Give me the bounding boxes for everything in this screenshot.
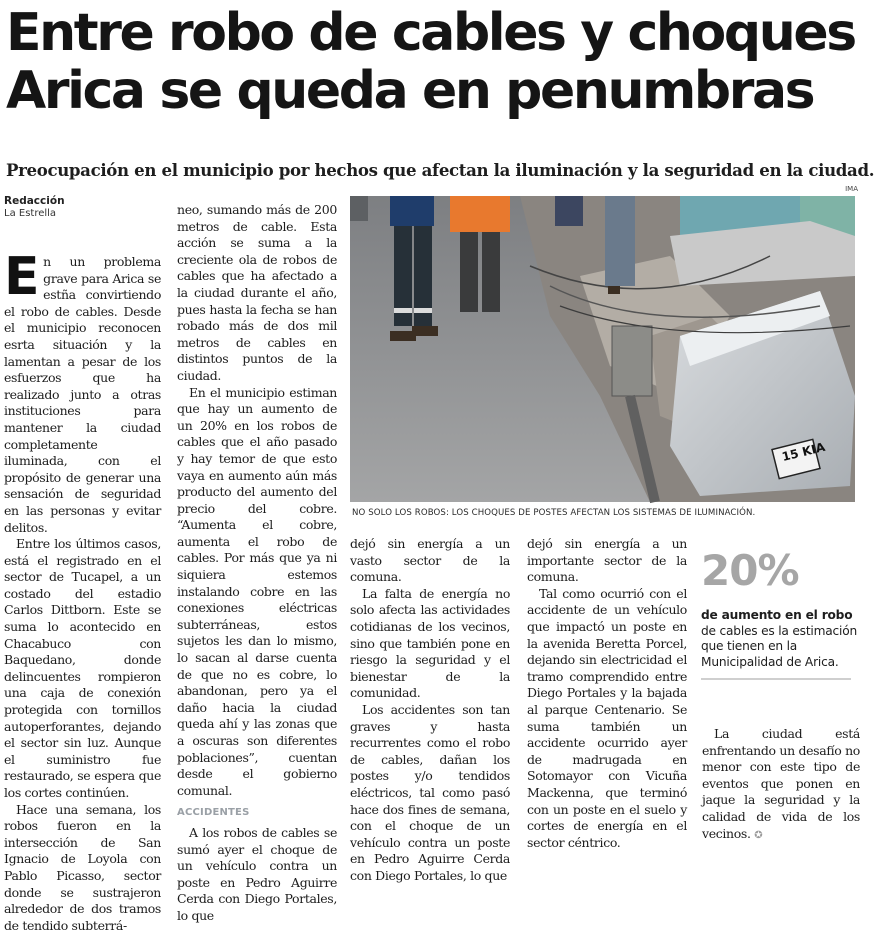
license-plate: 15 KIA (780, 439, 827, 465)
subheadline: Preocupación en el municipio por hechos que afectan la iluminación y la seguridad en la ciudad. (6, 160, 874, 180)
paragraph: Hace una semana, los robos fueron en la intersección de San Ignacio de Loyola con Pablo Picasso, sector donde se sustrajeron alrededor de dos tramos de tendido subterrá- (4, 801, 161, 933)
stat-divider (701, 678, 851, 680)
paragraph (702, 726, 860, 844)
paragraph: dejó sin energía a un vasto sector de la comuna. (350, 536, 510, 585)
section-heading: ACCIDENTES (177, 807, 250, 819)
paragraph-text: La ciudad está enfrentando un desafío no menor con este tipo de eventos que ponen en jaque la seguridad y la calidad de vida de los vecinos. (702, 726, 860, 841)
photo-credit: IMA (845, 185, 858, 193)
headline (6, 4, 864, 120)
article-column-5 (702, 726, 860, 844)
byline-publication: La Estrella (4, 208, 57, 219)
end-mark-icon: ✪ (754, 829, 763, 841)
paragraph (4, 247, 161, 536)
paragraph: dejó sin energía a un importante sector de la comuna. (527, 536, 687, 585)
stat-callout (701, 548, 861, 680)
article-column-4 (527, 536, 687, 851)
headline-line-1: Entre robo de cables y choques (6, 3, 855, 63)
byline (4, 195, 65, 219)
stat-text: de cables es la estimación que tienen en la Municipalidad de Arica. (701, 623, 857, 669)
paragraph: A los robos de cables se sumó ayer el choque de un vehículo contra un poste en Pedro Aguirre Cerda con Diego Portales, lo que (177, 824, 337, 923)
article-column-2 (177, 202, 337, 925)
paragraph: Los accidentes son tan graves y hasta recurrentes como el robo de cables, dañan los postes y/o tendidos eléctricos, tal como pasó hace dos fines de semana, con el choque de un vehículo contra un poste en Pedro Aguirre Cerda con Diego Portales, lo que (350, 701, 510, 883)
article-column-3 (350, 536, 510, 884)
street-scene-image (350, 196, 855, 502)
stat-bold-text: de aumento en el robo (701, 608, 853, 622)
paragraph-text: n un problema grave para Arica se estña convirtiendo el robo de cables. Desde el municipio reconocen esrta situación y la lamentan a pesar de los esfuerzos que ha realizado junto a otras instituciones para mantener la ciudad completamente iluminada, con el propósito de generar una sensación de seguridad en las personas y evitar delitos. (4, 254, 161, 535)
stat-number: 20% (701, 546, 799, 595)
dropcap: E (4, 247, 40, 307)
photo-caption: NO SOLO LOS ROBOS: LOS CHOQUES DE POSTES AFECTAN LOS SISTEMAS DE ILUMINACIÓN. (352, 508, 756, 518)
stat-description (701, 608, 861, 670)
headline-line-2: Arica se queda en penumbras (6, 61, 814, 121)
paragraph: Tal como ocurrió con el accidente de un vehículo que impactó un poste en la avenida Beretta Porcel, dejando sin electricidad el tramo comprendido entre Diego Portales y la bajada al parque Centenario. Se suma también un accidente ocurrido ayer de madrugada en Sotomayor con Vicuña Mackenna, que terminó con un poste en el suelo y cortes de energía en el sector céntrico. (527, 585, 687, 850)
article-column-1 (4, 247, 161, 934)
paragraph: neo, sumando más de 200 metros de cable. Esta acción se suma a la creciente ola de robos de cables que ha afectado a la ciudad durante el año, pues hasta la fecha se han robado más de dos mil metros de cables en distintos puntos de la ciudad. (177, 202, 337, 383)
paragraph: La falta de energía no solo afecta las actividades cotidianas de los vecinos, sino que también pone en riesgo la seguridad y el bienestar de la comunidad. (350, 585, 510, 701)
byline-name: Redacción (4, 195, 65, 207)
paragraph: Entre los últimos casos, está el registrado en el sector de Tucapel, a un costado del estadio Carlos Dittborn. Este se suma lo acontecido en Chacabuco con Baquedano, donde delincuentes rompieron una caja de conexión protegida con tornillos autoperforantes, dejando el sector sin luz. Aunque el suministro fue restaurado, se espera que los cortes continúen. (4, 536, 161, 800)
article-photo (350, 196, 855, 502)
paragraph: En el municipio estiman que hay un aumento de un 20% en los robos de cables que el año pasado y hay temor de que esto vaya en aumento aún más producto del aumento del precio del cobre. “Aumenta el cobre, aumenta el robo de cables. Por más que ya ni siquiera estemos instalando cobre en las conexiones eléctricas subterráneas, estos sujetos les dan lo mismo, lo sacan al darse cuenta de que no es cobre, lo abandonan, pero ya el daño hacia la ciudad queda ahí y las zonas que a oscuras son diferentes poblaciones”, cuentan desde el gobierno comunal. (177, 384, 337, 798)
